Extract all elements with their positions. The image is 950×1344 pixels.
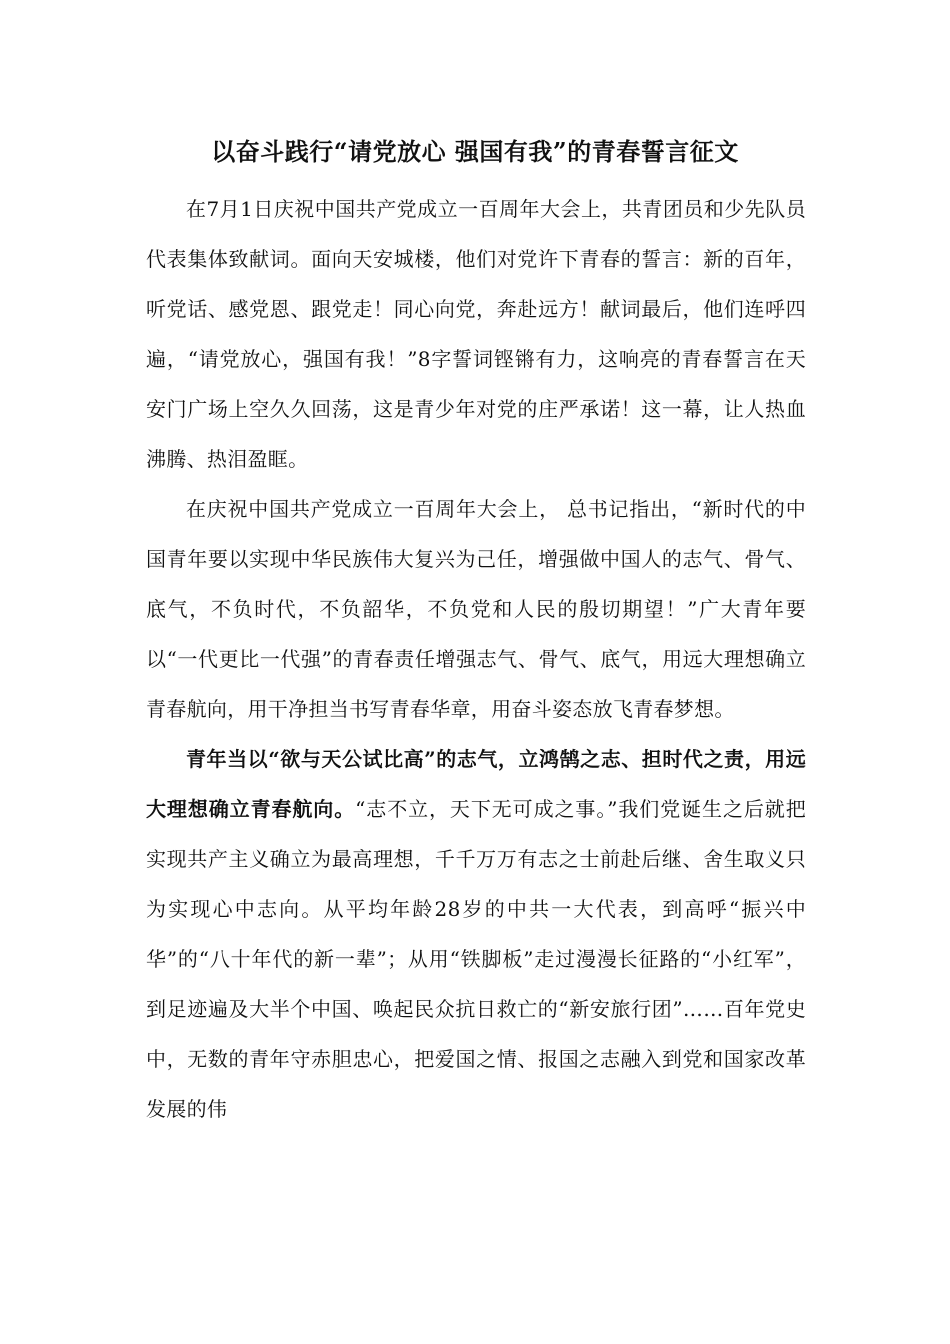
document-title: 以奋斗践行“请党放心 强国有我”的青春誓言征文 xyxy=(211,137,739,166)
paragraph-1-text: 在7月1日庆祝中国共产党成立一百周年大会上，共青团员和少先队员代表集体致献词。面向天安城楼，他们对党许下青春的誓言：新的百年，听党话、感党恩、跟党走！同心向党，奔赴远方！献词最后，他们连呼四遍，“请党放心，强国有我！”8字誓词铿锵有力，这响亮的青春誓言在天安门广场上空久久回荡，这是青少年对党的庄严承诺！这一幕，让人热血沸腾、热泪盈眶。 xyxy=(146,197,806,471)
paragraph-3-text: “志不立，天下无可成之事。”我们党诞生之后就把实现共产主义确立为最高理想，千千万万有志之士前赴后继、舍生取义只为实现心中志向。从平均年龄28岁的中共一大代表，到高呼“振兴中华”的“八十年代的新一辈”；从用“铁脚板”走过漫漫长征路的“小红军”，到足迹遍及大半个中国、唤起民众抗日救亡的“新安旅行团”……百年党史中，无数的青年守赤胆忠心，把爱国之情、报国之志融入到党和国家改革发展的伟 xyxy=(146,797,806,1121)
paragraph-3-bold-lead: 青年当以“欲与天公试比高”的志气，立鸿鹄之志、担时代之责，用远大理想确立青春航向。 xyxy=(146,747,806,821)
document-body xyxy=(146,184,806,1134)
paragraph-1 xyxy=(146,184,806,484)
paragraph-3 xyxy=(146,734,806,1134)
paragraph-2 xyxy=(146,484,806,734)
paragraph-2-text: 在庆祝中国共产党成立一百周年大会上， 总书记指出，“新时代的中国青年要以实现中华民族伟大复兴为己任，增强做中国人的志气、骨气、底气，不负时代，不负韶华，不负党和人民的殷切期望！”广大青年要以“一代更比一代强”的青春责任增强志气、骨气、底气，用远大理想确立青春航向，用干净担当书写青春华章，用奋斗姿态放飞青春梦想。 xyxy=(146,497,806,721)
